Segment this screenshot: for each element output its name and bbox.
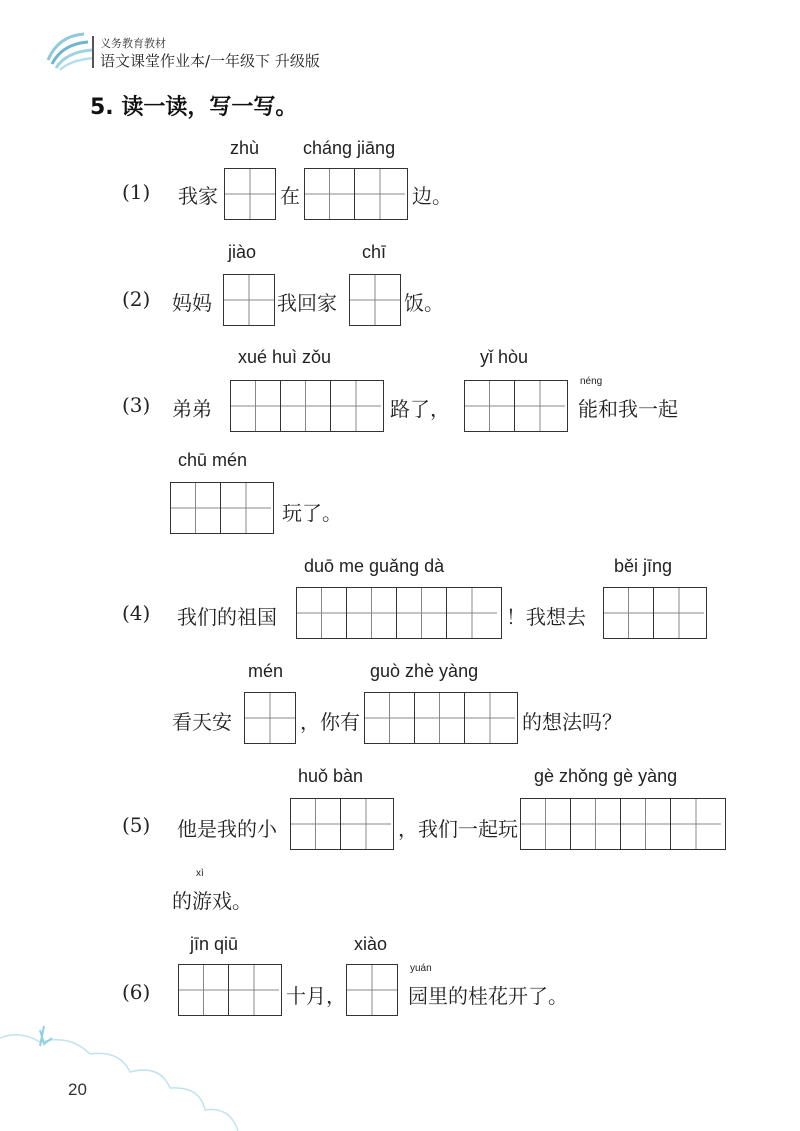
item-1-pinyin-1: zhù: [230, 138, 260, 158]
item-5-number: (5): [122, 813, 151, 837]
item-5-text-1: 他是我的小: [177, 817, 277, 841]
item-4-pinyin-1: duō me guǎng dà: [304, 556, 445, 576]
item-6-grid-1[interactable]: [178, 964, 282, 1016]
item-1-grid-2[interactable]: [304, 168, 408, 220]
item-3-ruby-pinyin: néng: [580, 376, 603, 387]
item-1-text-2: 在: [280, 184, 300, 208]
item-3-number: (3): [122, 393, 151, 417]
item-2-text-3: 饭。: [404, 291, 444, 315]
item-6-pinyin-2: xiào: [354, 934, 388, 954]
item-5-text-2: ，我们一起玩: [398, 817, 518, 841]
item-1-text-1: 我家: [178, 184, 218, 208]
item-2-text-1: 妈妈: [172, 291, 212, 315]
item-2-pinyin-1: jiào: [228, 242, 257, 262]
item-3-grid-1[interactable]: [230, 380, 384, 432]
item-2-text-2: 我回家: [277, 291, 337, 315]
item-2-number: (2): [122, 287, 151, 311]
item-3-grid-3[interactable]: [170, 482, 274, 534]
item-3-text-1: 弟弟: [172, 397, 212, 421]
item-3-pinyin-1: xué huì zǒu: [238, 347, 332, 367]
item-3-pinyin-3: chū mén: [178, 450, 248, 470]
item-5-text-3: 的游戏。: [172, 889, 252, 913]
item-6-pinyin-1: jīn qiū: [190, 934, 239, 954]
item-3-grid-2[interactable]: [464, 380, 568, 432]
item-2-grid-1[interactable]: [223, 274, 275, 326]
item-3-text-4: 玩了。: [282, 501, 342, 525]
item-4-grid-2[interactable]: [603, 587, 707, 639]
item-6-number: (6): [122, 980, 151, 1004]
item-4-grid-1[interactable]: [296, 587, 502, 639]
header-divider: [92, 36, 94, 68]
cloud-decoration: [0, 1020, 800, 1131]
item-5-pinyin-1: huǒ bàn: [298, 766, 364, 786]
item-2-pinyin-2: chī: [362, 242, 387, 262]
book-title: 语文课堂作业本/一年级下 升级版: [100, 52, 320, 70]
item-5-grid-2[interactable]: [520, 798, 726, 850]
item-5-pinyin-2: gè zhǒng gè yàng: [534, 766, 678, 786]
page-number: 20: [68, 1080, 87, 1099]
item-1-text-3: 边。: [412, 184, 452, 208]
item-4-pinyin-3: mén: [248, 661, 284, 681]
item-5-ruby-pinyin: xì: [196, 868, 204, 879]
item-1-grid-1[interactable]: [224, 168, 276, 220]
item-4-text-3: 看天安: [172, 710, 232, 734]
item-5-grid-1[interactable]: [290, 798, 394, 850]
item-4-number: (4): [122, 601, 151, 625]
item-6-text-2: 园里的桂花开了。: [408, 984, 568, 1008]
item-4-pinyin-4: guò zhè yàng: [370, 661, 479, 681]
item-4-pinyin-2: běi jīng: [614, 556, 673, 576]
item-2-grid-2[interactable]: [349, 274, 401, 326]
item-3-pinyin-2: yǐ hòu: [480, 347, 529, 367]
item-3-text-2: 路了，: [390, 397, 450, 421]
item-6-text-1: 十月，: [286, 984, 346, 1008]
item-6-ruby-pinyin: yuán: [410, 963, 432, 974]
item-3-text-3: 能和我一起: [578, 397, 678, 421]
item-4-text-5: 的想法吗？: [522, 710, 622, 734]
item-4-text-1: 我们的祖国: [177, 605, 277, 629]
exercise-title: 5. 读一读，写一写。: [90, 95, 298, 120]
item-1-number: (1): [122, 180, 151, 204]
item-4-text-2: ！我想去: [506, 605, 586, 629]
item-1-pinyin-2: cháng jiāng: [303, 138, 396, 158]
item-4-grid-4[interactable]: [364, 692, 518, 744]
item-4-text-4: ，你有: [300, 710, 360, 734]
item-4-grid-3[interactable]: [244, 692, 296, 744]
publisher-logo: [44, 30, 96, 74]
item-6-grid-2[interactable]: [346, 964, 398, 1016]
series-label: 义务教育教材: [100, 37, 166, 50]
letter-r-icon: [40, 1026, 52, 1046]
